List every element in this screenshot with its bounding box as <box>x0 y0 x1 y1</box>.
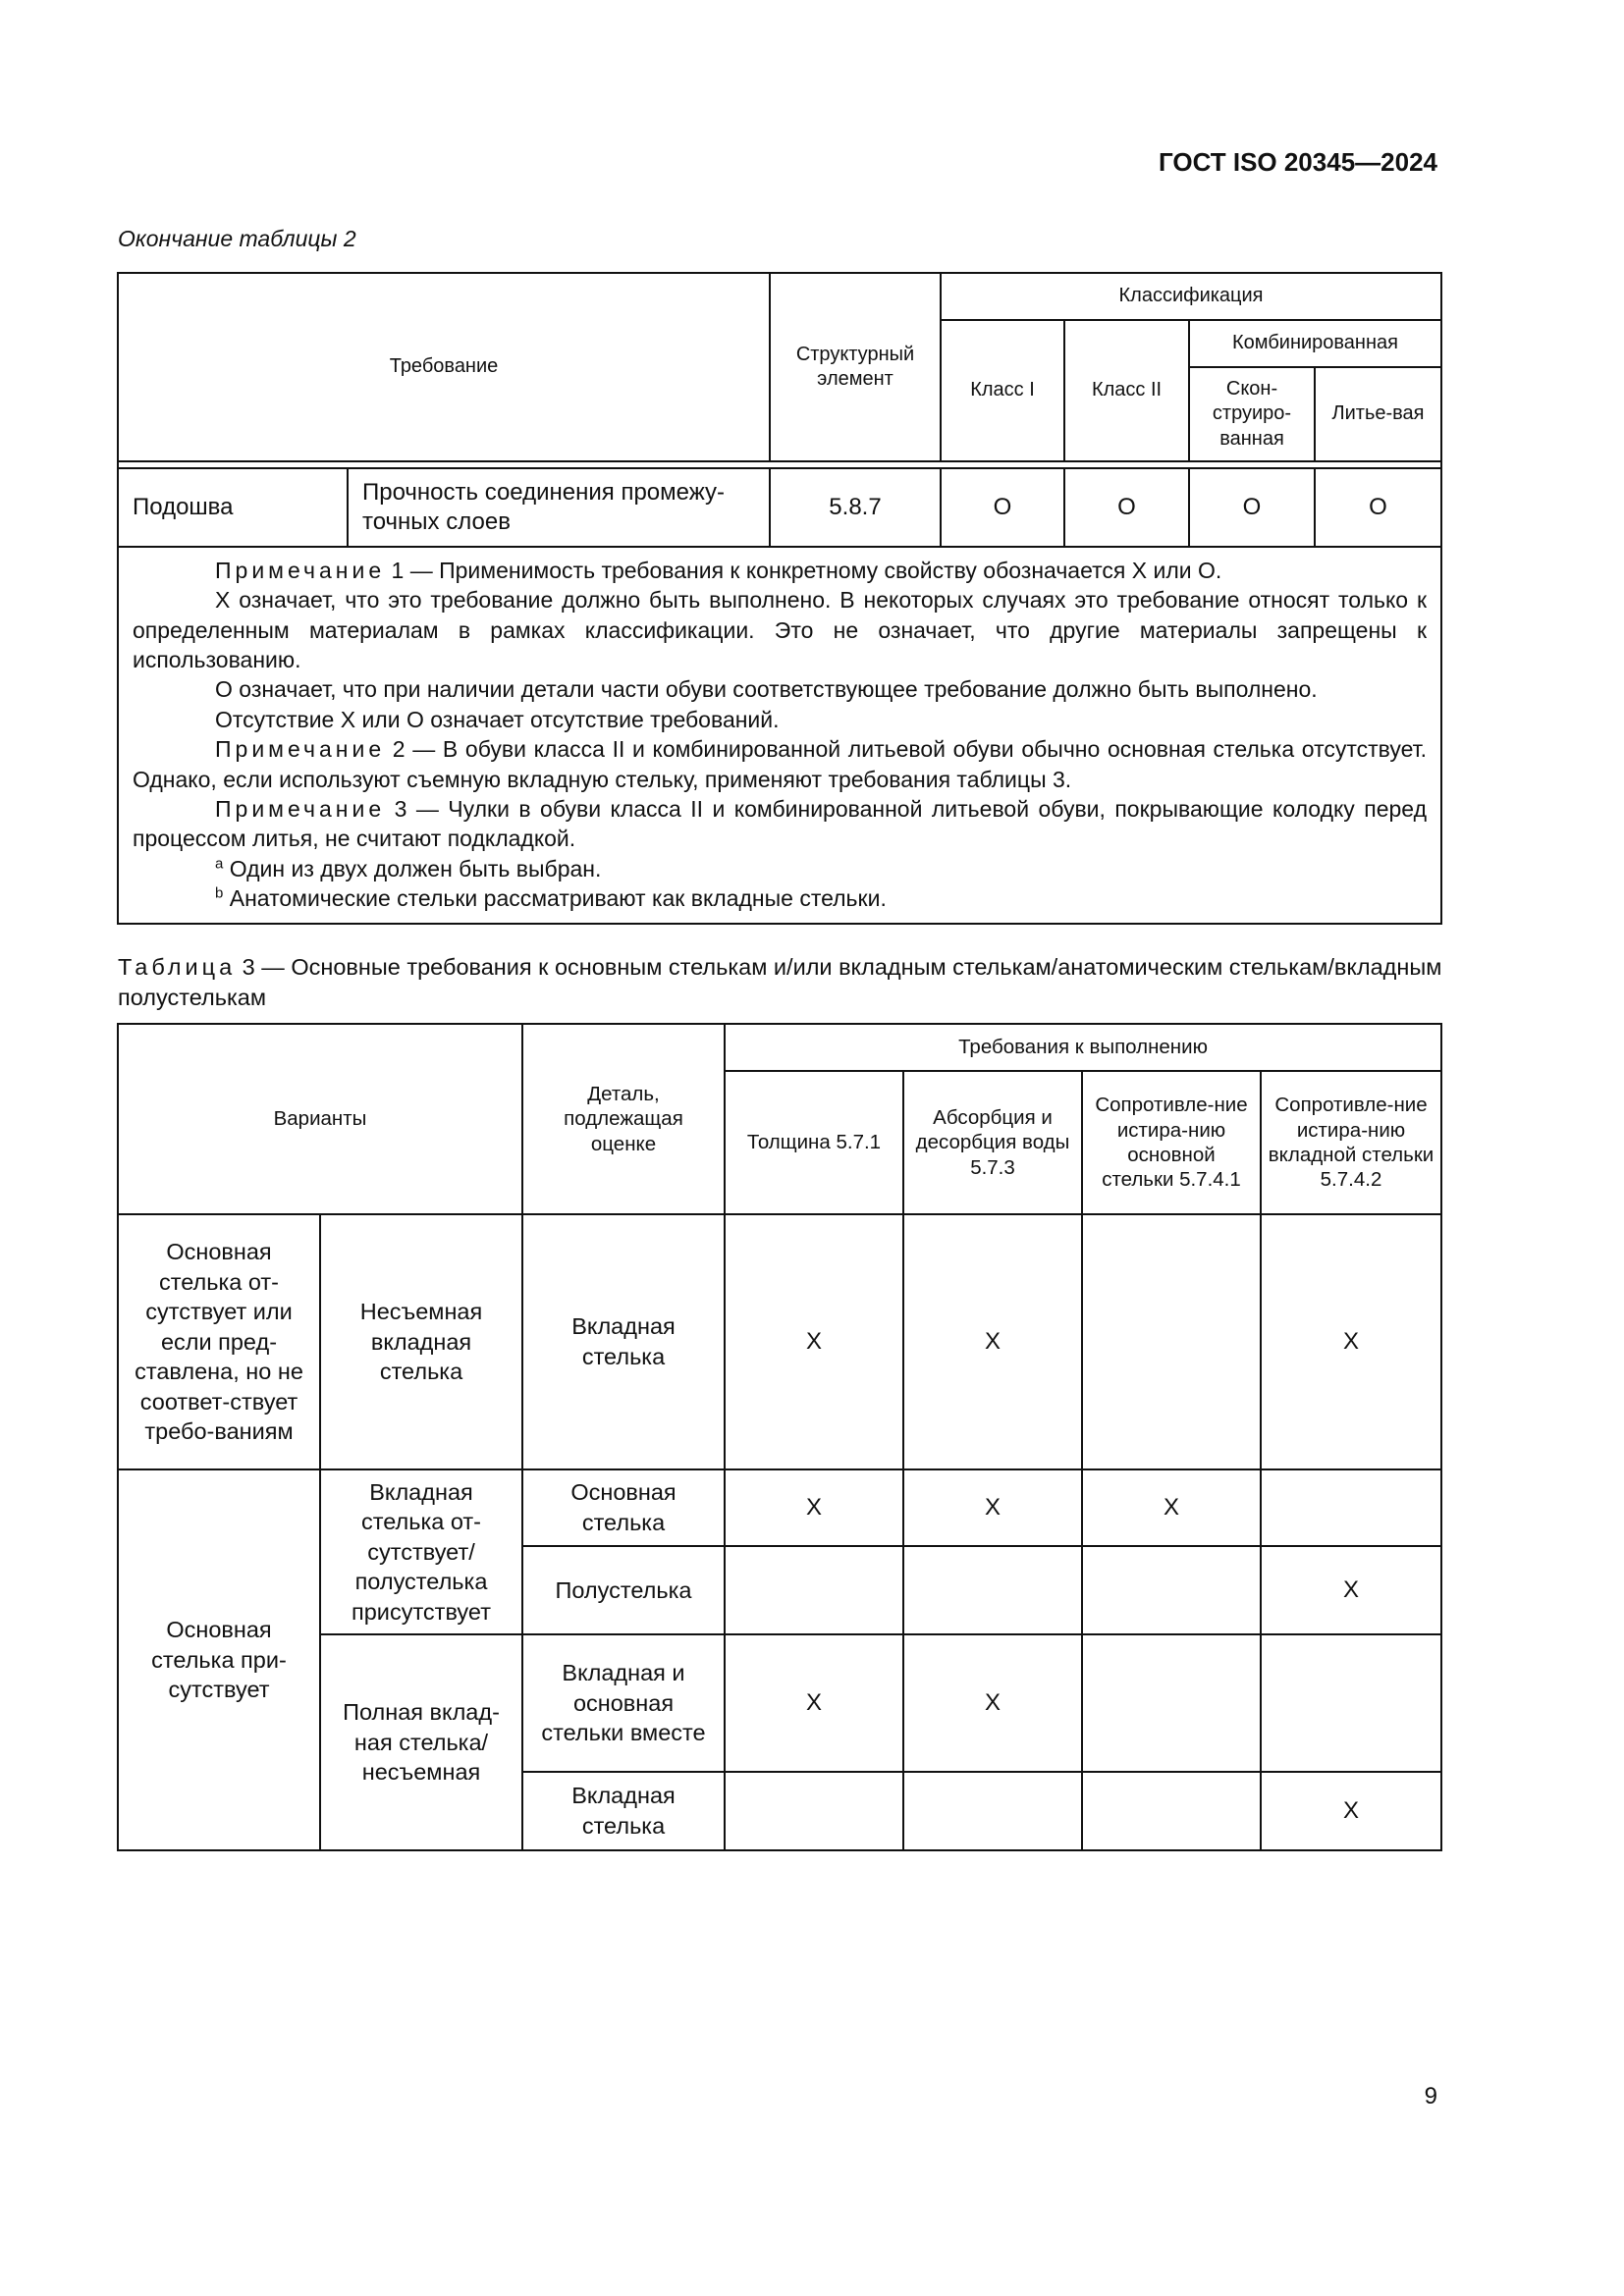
footnote-a-mark: a <box>215 854 224 872</box>
row-5-abrasion-insock: Х <box>1261 1772 1441 1850</box>
row-2-detail: Основная стелька <box>522 1469 725 1546</box>
row-4-abrasion-insock <box>1261 1634 1441 1772</box>
row-3-detail: Полустелька <box>522 1546 725 1634</box>
row-5-detail: Вкладная стелька <box>522 1772 725 1850</box>
row-2-abrasion-insock <box>1261 1469 1441 1546</box>
note-1-o: О означает, что при наличии детали части обуви соответствующее требование должно быть выполнено. <box>215 676 1318 703</box>
note-1-none: Отсутствие Х или О означает отсутствие требований. <box>215 706 780 732</box>
header-detail: Деталь, подлежащая оценке <box>522 1024 725 1214</box>
row-molded-value: О <box>1315 468 1441 547</box>
row-constructed-value: О <box>1189 468 1315 547</box>
header-abrasion-insole: Сопротивле-ние истира-нию основной стельки 5.7.4.1 <box>1082 1071 1261 1214</box>
header-absorption: Абсорбция и десорбция воды 5.7.3 <box>903 1071 1082 1214</box>
row-element: 5.8.7 <box>770 468 941 547</box>
table-3 <box>117 1023 1442 1851</box>
footnote-b-text: Анатомические стельки рассматривают как вкладные стельки. <box>223 884 887 911</box>
row-requirement: Прочность соединения промежу-точных слоев <box>348 468 770 547</box>
header-constructed: Скон-струиро-ванная <box>1189 367 1315 461</box>
row-5-absorption <box>903 1772 1082 1850</box>
note-1-text: 1 — Применимость требования к конкретному свойству обозначается Х или О. <box>385 558 1222 583</box>
row-part: Подошва <box>118 468 348 547</box>
header-variants: Варианты <box>118 1024 522 1214</box>
note-3-label: Примечание <box>215 795 386 822</box>
page-number: 9 <box>1424 2083 1437 2109</box>
row-1-detail: Вкладная стелька <box>522 1214 725 1469</box>
row-3-abrasion-insole <box>1082 1546 1261 1634</box>
row-class-1-value: О <box>941 468 1064 547</box>
row-5-thickness <box>725 1772 903 1850</box>
header-thickness: Толщина 5.7.1 <box>725 1071 903 1214</box>
row-1-abrasion-insock: Х <box>1261 1214 1441 1469</box>
row-3-abrasion-insock: Х <box>1261 1546 1441 1634</box>
table-3-title-text: 3 — Основные требования к основным стелькам и/или вкладным стелькам/анатомическим стелькам/вкладным полустелькам <box>118 954 1442 1011</box>
row-4-thickness: Х <box>725 1634 903 1772</box>
header-molded: Литье-вая <box>1315 367 1441 461</box>
row-2-abrasion-insole: Х <box>1082 1469 1261 1546</box>
note-1-label: Примечание <box>215 558 386 583</box>
note-2-label: Примечание <box>215 736 386 763</box>
row-5-abrasion-insole <box>1082 1772 1261 1850</box>
note-3-text: 3 — Чулки в обуви класса II и комбинированной литьевой обуви, покрывающие колодку перед процессом литья, не считают подкладкой. <box>133 795 1428 852</box>
variant-group-2: Основная стелька при-сутствует <box>118 1469 320 1850</box>
row-2-thickness: Х <box>725 1469 903 1546</box>
table-3-title <box>118 952 1443 1013</box>
row-4-detail: Вкладная и основная стельки вместе <box>522 1634 725 1772</box>
row-2-absorption: Х <box>903 1469 1082 1546</box>
footnote-a-text: Один из двух должен быть выбран. <box>223 855 602 881</box>
header-requirements: Требования к выполнению <box>725 1024 1441 1071</box>
header-class-2: Класс II <box>1064 320 1189 461</box>
table-3-title-label: Таблица <box>118 954 237 980</box>
row-class-2-value: О <box>1064 468 1189 547</box>
row-4-absorption: Х <box>903 1634 1082 1772</box>
row-3-absorption <box>903 1546 1082 1634</box>
variant-group-2b-sub: Полная вклад-ная стелька/ несъемная <box>320 1634 522 1850</box>
footnote-b-mark: b <box>215 884 224 902</box>
note-1-x: Х означает, что это требование должно быть выполнено. В некоторых случаях это требование относят только к определенным материалам в рамках классификации. Это не означает, что другие материалы запрещены к использованию. <box>133 587 1428 673</box>
variant-group-1: Основная стелька от-сутствует или если пред-ставлена, но не соответ-ствует требо-ваниям <box>118 1214 320 1469</box>
row-4-abrasion-insole <box>1082 1634 1261 1772</box>
variant-group-1-sub: Несъемная вкладная стелька <box>320 1214 522 1469</box>
table-2-notes <box>118 547 1441 924</box>
variant-group-2a-sub: Вкладная стелька от-сутствует/ полустелька присутствует <box>320 1469 522 1634</box>
row-1-thickness: Х <box>725 1214 903 1469</box>
header-classification: Классификация <box>941 273 1441 320</box>
header-structural-element: Структурный элемент <box>770 273 941 461</box>
header-requirement: Требование <box>118 273 770 461</box>
row-3-thickness <box>725 1546 903 1634</box>
table-2 <box>117 272 1442 925</box>
table-continuation-caption: Окончание таблицы 2 <box>118 226 356 251</box>
document-header: ГОСТ ISO 20345—2024 <box>1158 147 1437 177</box>
header-abrasion-insock: Сопротивле-ние истира-нию вкладной стельки 5.7.4.2 <box>1261 1071 1441 1214</box>
header-combined: Комбинированная <box>1189 320 1441 367</box>
note-2-text: 2 — В обуви класса II и комбинированной литьевой обуви обычно основная стелька отсутствует. Однако, если используют съемную вкладную стельку, применяют требования таблицы 3. <box>133 736 1428 792</box>
row-1-absorption: Х <box>903 1214 1082 1469</box>
header-class-1: Класс I <box>941 320 1064 461</box>
row-1-abrasion-insole <box>1082 1214 1261 1469</box>
